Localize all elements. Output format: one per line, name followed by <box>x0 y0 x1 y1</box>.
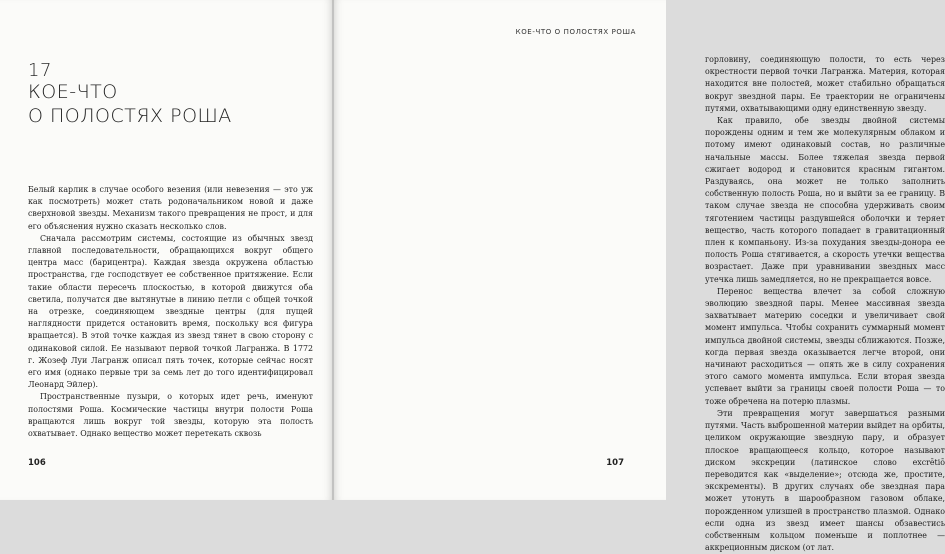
left-body-text <box>28 184 313 440</box>
page-number-left: 106 <box>28 458 46 468</box>
right-body-text <box>705 54 945 554</box>
paragraph: Сначала рассмотрим системы, состоящие из обычных звезд главной последовательности, обращающихся вокруг общего центра масс (барицентра). Каждая звезда окружена областью пространства, где господствует ее собственное притяжение. Если такие области пересечь плоскостью, в которой движутся оба светила, получатся две вытянутые в линию петли с общей точкой на отрезке, соединяющем звездные центры (для пущей наглядности придется остановить время, поскольку вся фигура вращается). В этой точке каждая из звезд тянет в свою сторону с одинаковой силой. Ее называют первой точкой Лагранжа. В 1772 г. Жозеф Луи Лагранж описал пять точек, которые сейчас носят его имя (однако первые три за семь лет до того идентифицировал Леонард Эйлер). <box>28 233 313 390</box>
book-gutter <box>332 0 334 500</box>
paragraph: горловину, соединяющую полости, то есть через окрестности первой точки Лагранжа. Материя, которая находится вне полостей, может стабильно обращаться вокруг звездной пары. Ее траектории не ограничены путями, охватывающими одну единственную звезду. <box>705 55 945 113</box>
chapter-number: 17 <box>28 60 52 81</box>
chapter-title-line-1: КОЕ-ЧТО <box>28 81 118 103</box>
paragraph: Как правило, обе звезды двойной системы порождены одним и тем же молекулярным облаком и потому имеют одинаковый состав, но различные начальные массы. Более тяжелая звезда первой сжигает водород и становится красным гигантом. Раздуваясь, она может не только заполнить собственную полость Роша, но и выйти за ее границу. В таком случае звезда не способна удерживать своим тяготением частицы раздувшейся оболочки и теряет вещество, часть которого попадает в гравитационный плен к компаньону. Из-за похудания звезды-донора ее полость Роша стягивается, а скорость утечки вещества возрастает. Даже при уравнивании звездных масс утечка лишь замедляется, но не прекращается вовсе. <box>705 116 945 284</box>
paragraph: Эти превращения могут завершаться разными путями. Часть выброшенной материи выйдет на орбиты, целиком окружающие звездную пару, и образует плоское вращающееся кольцо, которое называют диском экскреции (латинское слово excrētiō переводится как «выделение»; отсюда же, простите, экскременты). В других случаях обе звездная пара может утонуть в шарообразном газовом облаке, порожденном улизшей в пространство плазмой. Однако если одна из звезд имеет шансы обзавестись собственным кольцом поменьше и поплотнее — аккреционным диском (от лат. <box>705 408 945 553</box>
right-page <box>333 0 945 553</box>
chapter-title-line-2: О ПОЛОСТЯХ РОША <box>28 105 232 127</box>
running-head: КОЕ-ЧТО О ПОЛОСТЯХ РОША <box>515 28 636 36</box>
left-page <box>0 0 333 500</box>
paragraph: Пространственные пузыри, о которых идет речь, именуют полостями Роша. Космические частицы внутри полости Роша вращаются лишь вокруг той звезды, которую эта полость охватывает. Однако вещество может перетекать сквозь <box>28 392 313 439</box>
paragraph: Белый карлик в случае особого везения (или невезения — это уж как посмотреть) может стать родоначальником новой и даже сверхновой звезды. Механизм такого превращения не прост, и для его объяснения нужно сказать несколько слов. <box>28 185 313 231</box>
chapter-title <box>28 80 298 128</box>
page-number-right: 107 <box>606 458 624 468</box>
paragraph: Перенос вещества влечет за собой сложную эволюцию звездной пары. Менее массивная звезда захватывает материю соседки и увеличивает свой момент импульса. Чтобы сохранить суммарный момент импульса двойной системы, звезды сближаются. Позже, когда первая звезда оказывается легче второй, они начинают расходиться — опять же в силу сохранения этого самого момента импульса. Если вторая звезда успевает выйти за границы своей полости Роша — то тоже обречена на потерю плазмы. <box>705 286 945 406</box>
